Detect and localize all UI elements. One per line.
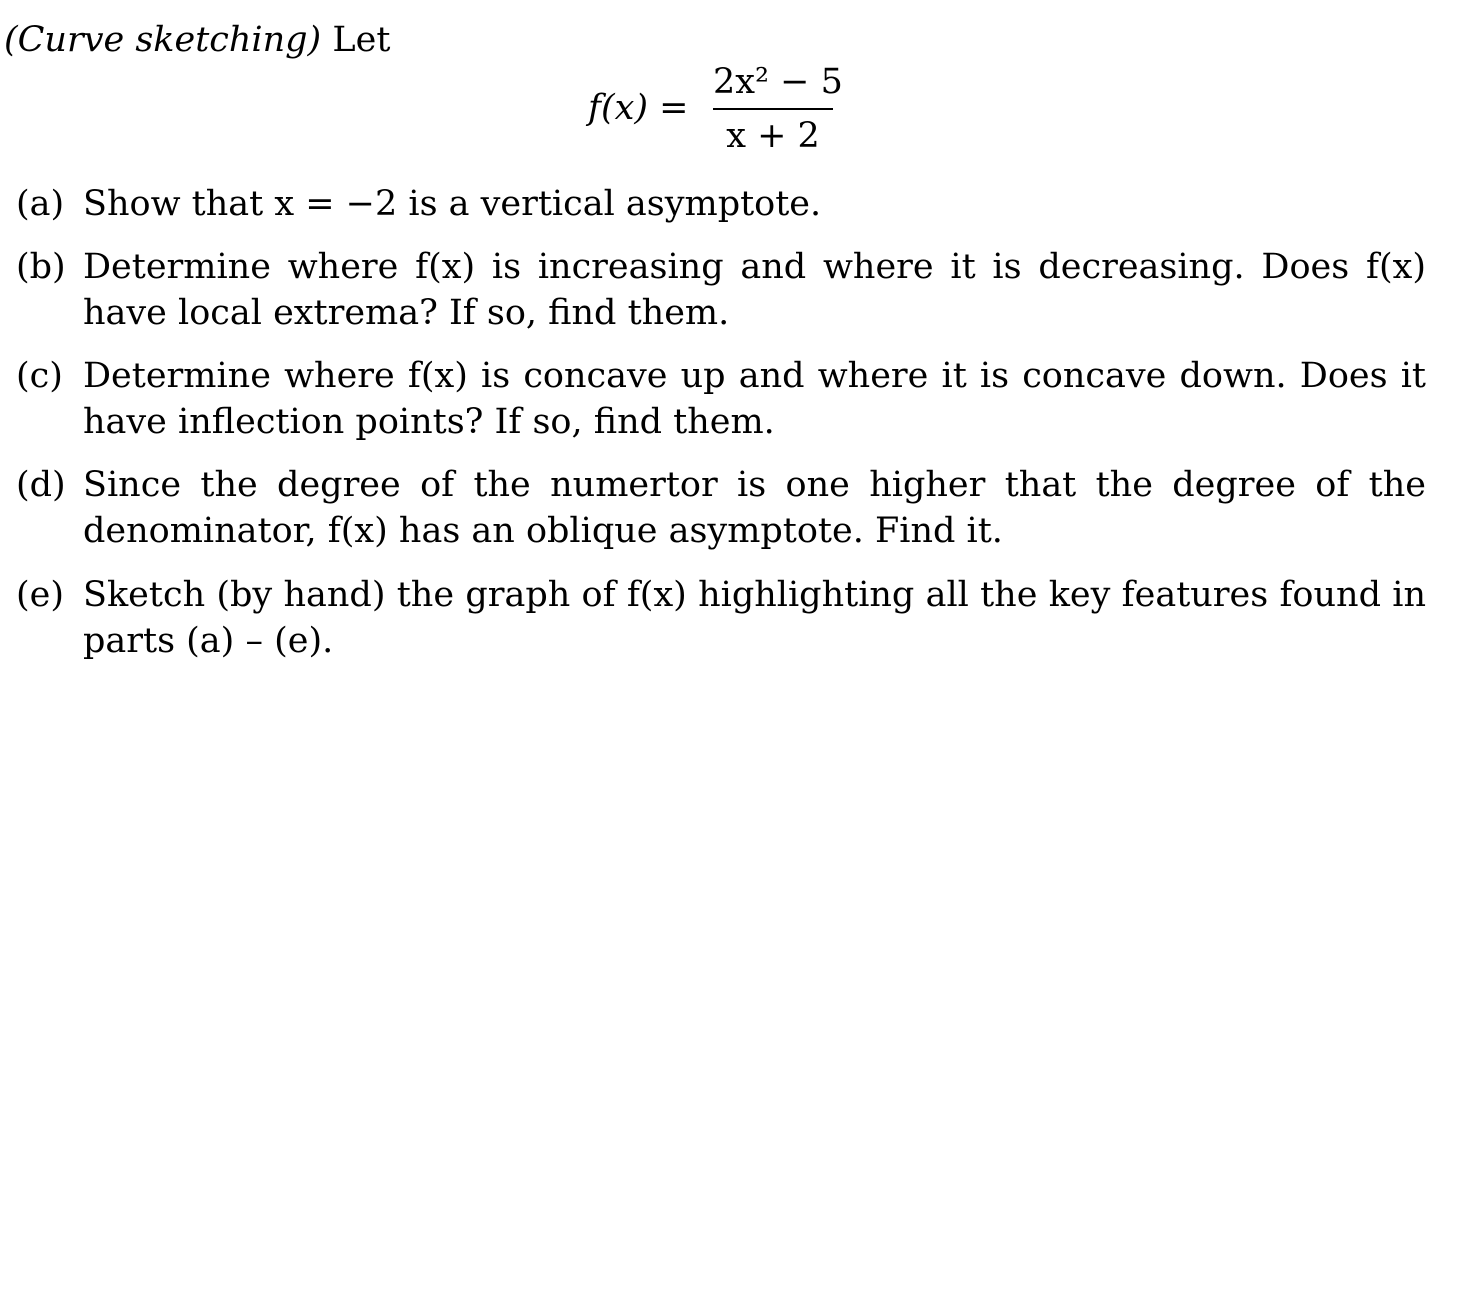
fraction-denominator: x + 2 [726, 116, 820, 156]
part-label: (d) [16, 465, 66, 505]
fraction-numerator: 2x² − 5 [713, 62, 843, 102]
part-label: (a) [16, 184, 65, 224]
intro-let: Let [332, 20, 391, 60]
part-label: (c) [16, 356, 63, 396]
part-text: Since the degree of the numertor is one higher that the degree of the denominator, f(x) has an oblique asymptote. Find it. [83, 465, 1426, 551]
part-text: Sketch (by hand) the graph of f(x) highlighting all the key features found in parts (a) – (e). [83, 575, 1426, 661]
part-text: Show that x = −2 is a vertical asymptote. [83, 184, 822, 224]
function-fraction [713, 58, 843, 158]
part-label: (e) [16, 575, 65, 615]
part-text: Determine where f(x) is concave up and where it is concave down. Does it have inflection points? If so, find them. [83, 356, 1426, 442]
part-label: (b) [16, 247, 66, 287]
function-definition [588, 58, 848, 158]
intro-title: (Curve sketching) [4, 20, 322, 60]
part-text: Determine where f(x) is increasing and where it is decreasing. Does f(x) have local extrema? If so, find them. [83, 247, 1426, 333]
fraction-bar [713, 108, 833, 110]
problem-intro [4, 18, 390, 62]
function-lhs: f(x) = [588, 88, 689, 128]
